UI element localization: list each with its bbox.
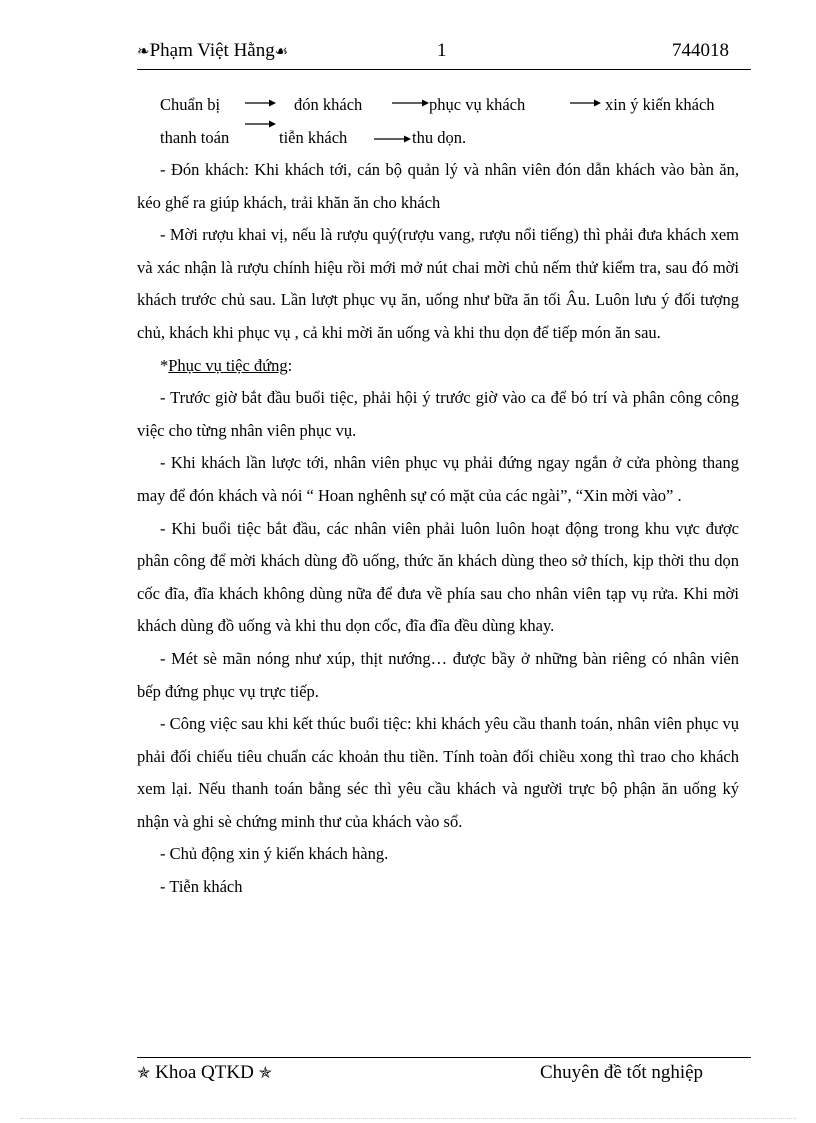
arrow-right-icon xyxy=(392,98,430,108)
section-suffix: : xyxy=(287,355,293,375)
page-number: 1 xyxy=(437,40,447,61)
flow-step-serve: phục vụ khách xyxy=(429,95,526,114)
footer-title: Chuyên đề tốt nghiệp xyxy=(540,1062,704,1083)
flow-step-prepare: Chuẩn bị xyxy=(160,95,221,114)
page-header xyxy=(137,40,751,66)
fleuron-left-icon: ❧ xyxy=(137,42,150,60)
fleuron-right-icon: ☙ xyxy=(274,42,289,60)
paragraph-hot-dishes: - Mét sè mãn nóng như xúp, thịt nướng… được bầy ở những bàn riêng có nhân viên bếp đứng phục vụ trực tiếp. xyxy=(137,648,739,701)
header-rule xyxy=(137,69,751,70)
arrow-right-icon xyxy=(245,98,277,108)
star-left-icon: ✯ xyxy=(137,1063,151,1082)
footer-faculty: Khoa QTKD xyxy=(155,1062,254,1083)
paragraph-before-banquet: - Trước giờ bắt đầu buổi tiệc, phải hội ý trước giờ vào ca để bó trí và phân công công việc cho từng nhân viên phục vụ. xyxy=(137,388,739,440)
paragraph-welcome-guests: - Đón khách: Khi khách tới, cán bộ quản lý và nhân viên đón dẫn khách vào bàn ăn, kéo ghế ra giúp khách, trải khăn ăn cho khách xyxy=(137,160,739,212)
header-author-block xyxy=(137,40,288,62)
footer-faculty-block xyxy=(137,1062,272,1084)
paragraph-after-banquet: - Công việc sau khi kết thúc buổi tiệc: khi khách yêu cầu thanh toán, nhân viên phục vụ phải đối chiếu tiêu chuẩn các khoản thu tiền. Tính toàn đối chiều xong thì trao cho khách xem lại. Nếu thanh toán bằng séc thì yêu cầu khách và người trực bộ phận ăn uống ký nhận và ghi sè chứng minh thư của khách vào sổ. xyxy=(137,714,739,831)
arrow-right-icon xyxy=(374,134,412,144)
paragraph-see-off: - Tiễn khách xyxy=(160,877,243,897)
author-name: Phạm Việt Hằng xyxy=(149,40,275,61)
section-title: Phục vụ tiệc đứng xyxy=(168,355,288,375)
section-prefix: * xyxy=(160,355,169,375)
footer-rule xyxy=(137,1057,751,1058)
paragraph-guest-arrival: - Khi khách lần lược tới, nhân viên phục vụ phải đứng ngay ngắn ở cửa phòng thang may để đón khách và nói “ Hoan nghênh sự có mặt của các ngài”, “Xin mời vào” . xyxy=(137,453,739,505)
flow-step-farewell: tiễn khách xyxy=(279,128,348,147)
document-code: 744018 xyxy=(672,40,729,61)
service-flow xyxy=(137,89,739,154)
flow-step-feedback: xin ý kiến khách xyxy=(605,95,715,114)
flow-step-welcome: đón khách xyxy=(294,95,363,114)
paragraph-ask-feedback: - Chủ động xin ý kiến khách hàng. xyxy=(160,844,389,864)
page-bottom-dotted-line xyxy=(20,1118,796,1119)
paragraph-aperitif: - Mời rượu khai vị, nếu là rượu quý(rượu vang, rượu nổi tiếng) thì phải đưa khách xem và xác nhận là rượu chính hiệu rồi mới mở nút chai mời chủ nếm thử kiểm tra, sau đó mời khách trước chủ sau. Lần lượt phục vụ ăn, uống như bữa ăn tối Âu. Luôn lưu ý đối tượng chủ, khách khi phục vụ , cả khi mời ăn uống và khi thu dọn để tiếp món ăn sau. xyxy=(137,225,739,342)
section-heading-standing-banquet xyxy=(137,350,739,383)
flow-step-payment: thanh toán xyxy=(160,128,230,147)
arrow-right-icon xyxy=(570,98,602,108)
star-right-icon: ✯ xyxy=(258,1063,272,1082)
page-footer xyxy=(137,1062,751,1088)
page-body xyxy=(137,89,739,904)
flow-step-cleanup: thu dọn. xyxy=(412,128,467,147)
arrow-right-icon xyxy=(245,119,277,129)
paragraph-during-banquet: - Khi buổi tiệc bắt đầu, các nhân viên phải luôn luôn hoạt động trong khu vực được phân công để mời khách dùng đồ uống, thức ăn khách dùng theo sở thích, kịp thời thu dọn cốc đĩa, đĩa khách không dùng nữa để đưa về phía sau cho nhân viên tạp vụ rửa. Khi mời khách dùng đồ uống và khi thu dọn cốc, đĩa đĩa đều dùng khay. xyxy=(137,518,739,636)
